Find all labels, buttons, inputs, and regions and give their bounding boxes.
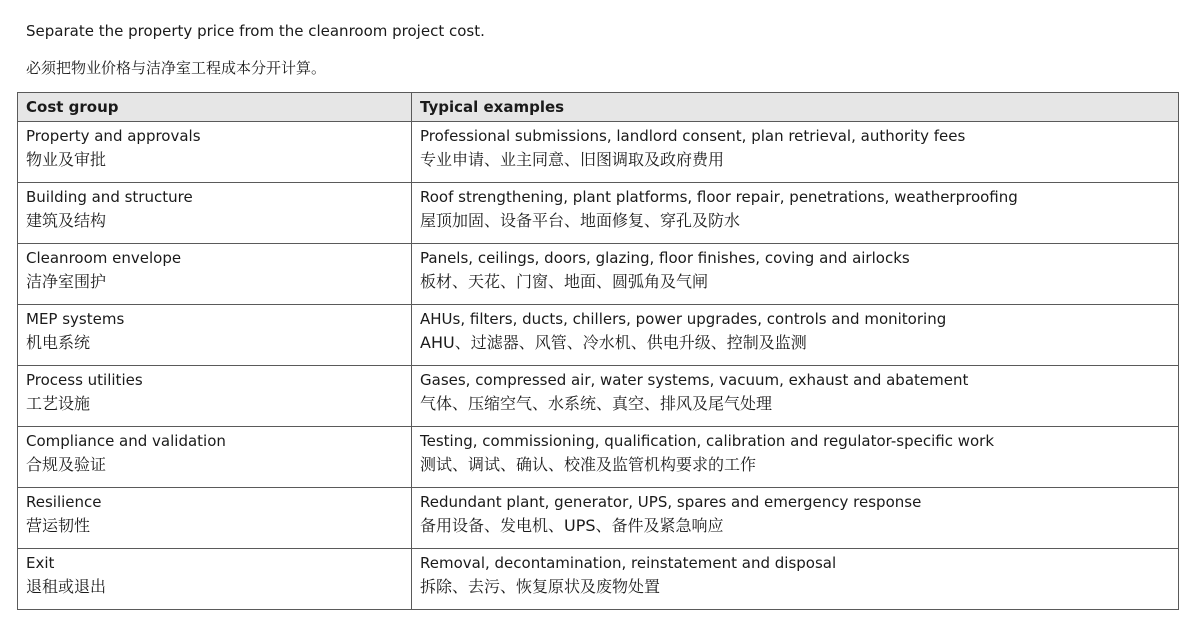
cost-group-english: Building and structure [26,188,193,206]
table-row [18,427,1179,488]
cost-group-english: MEP systems [26,310,125,328]
cost-group-english: Cleanroom envelope [26,249,182,267]
examples-cell [412,366,1179,427]
examples-cell [412,427,1179,488]
cost-group-cell [18,366,412,427]
cost-group-cell [18,305,412,366]
examples-chinese: 板材、天花、门窗、地面、圆弧角及气闸 [420,272,709,291]
examples-chinese: 测试、调试、确认、校准及监管机构要求的工作 [420,455,757,474]
examples-english: Redundant plant, generator, UPS, spares and emergency response [420,493,922,511]
header-cost-group: Cost group [18,93,412,122]
examples-english: Gases, compressed air, water systems, vacuum, exhaust and abatement [420,371,969,389]
examples-chinese: 拆除、去污、恢复原状及废物处置 [420,577,661,596]
cost-group-cell [18,549,412,610]
header-typical-examples: Typical examples [412,93,1179,122]
intro-text-chinese: 必须把物业价格与洁净室工程成本分开计算。 [26,59,327,77]
cost-group-english: Resilience [26,493,102,511]
cost-group-chinese: 建筑及结构 [26,211,107,230]
cost-group-chinese: 营运韧性 [26,516,91,535]
cost-group-cell [18,122,412,183]
examples-cell [412,244,1179,305]
examples-chinese: 备用设备、发电机、UPS、备件及紧急响应 [420,516,724,535]
examples-chinese: 气体、压缩空气、水系统、真空、排风及尾气处理 [420,394,773,413]
cost-group-cell [18,244,412,305]
cost-group-english: Exit [26,554,55,572]
table-header [18,93,1179,122]
examples-cell [412,488,1179,549]
cost-group-cell [18,183,412,244]
examples-cell [412,549,1179,610]
cost-group-chinese: 机电系统 [26,333,91,352]
cost-group-chinese: 物业及审批 [26,150,107,169]
examples-english: Removal, decontamination, reinstatement and disposal [420,554,837,572]
table-row [18,549,1179,610]
cost-group-chinese: 退租或退出 [26,577,107,596]
table-body [18,122,1179,610]
examples-cell [412,122,1179,183]
cost-group-cell [18,427,412,488]
table-row [18,488,1179,549]
examples-english: Roof strengthening, plant platforms, floor repair, penetrations, weatherproofing [420,188,1018,206]
cost-group-chinese: 洁净室围护 [26,272,107,291]
cost-group-table [17,92,1179,610]
examples-chinese: 屋顶加固、设备平台、地面修复、穿孔及防水 [420,211,741,230]
examples-cell [412,305,1179,366]
intro-text-english: Separate the property price from the cleanroom project cost. [26,22,485,40]
examples-english: Testing, commissioning, qualification, calibration and regulator-specific work [420,432,995,450]
examples-chinese: 专业申请、业主同意、旧图调取及政府费用 [420,150,725,169]
examples-chinese: AHU、过滤器、风管、冷水机、供电升级、控制及监测 [420,333,807,352]
table-row [18,244,1179,305]
cost-group-english: Compliance and validation [26,432,226,450]
table-header-row [18,93,1179,122]
table-row [18,122,1179,183]
table-row [18,305,1179,366]
cost-group-chinese: 合规及验证 [26,455,107,474]
examples-english: AHUs, filters, ducts, chillers, power upgrades, controls and monitoring [420,310,947,328]
table-row [18,183,1179,244]
cost-group-english: Property and approvals [26,127,201,145]
cost-group-chinese: 工艺设施 [26,394,91,413]
examples-cell [412,183,1179,244]
cost-group-cell [18,488,412,549]
examples-english: Panels, ceilings, doors, glazing, floor finishes, coving and airlocks [420,249,910,267]
table-row [18,366,1179,427]
examples-english: Professional submissions, landlord consent, plan retrieval, authority fees [420,127,966,145]
cost-group-english: Process utilities [26,371,143,389]
